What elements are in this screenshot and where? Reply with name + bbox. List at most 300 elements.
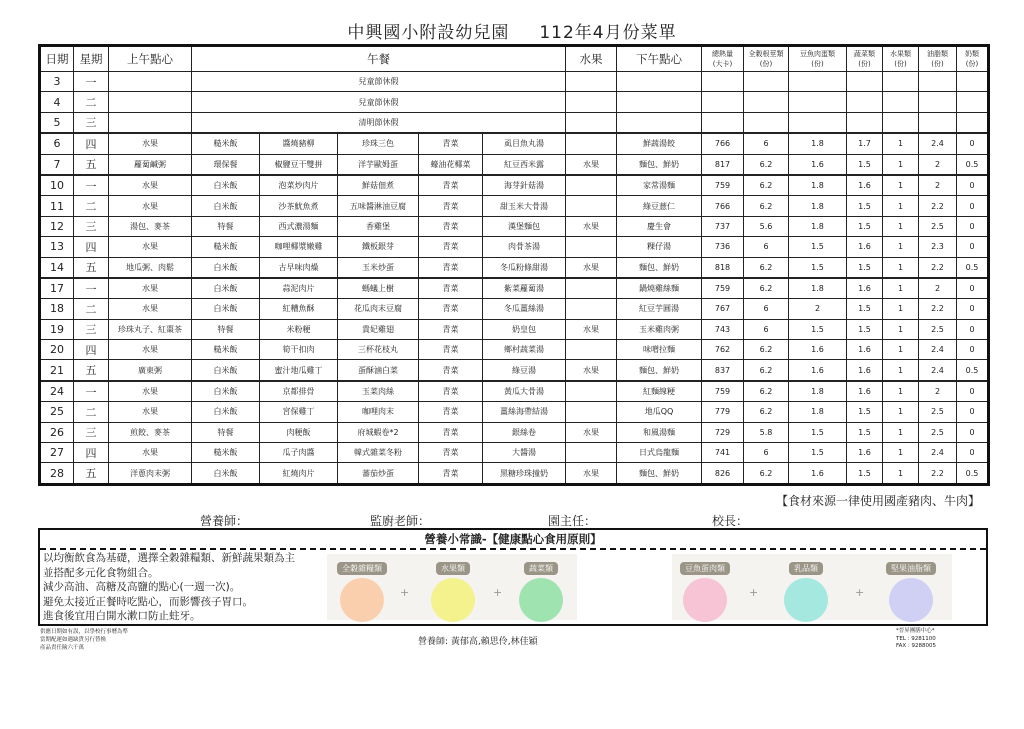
cell: 2 xyxy=(919,175,957,196)
cell: 759 xyxy=(702,175,744,196)
cell: 玉菜肉絲 xyxy=(338,381,419,402)
cell: 6 xyxy=(744,237,789,257)
food-group-protein: 豆魚蛋肉類 xyxy=(674,556,736,622)
cell: 香雞堡 xyxy=(338,216,419,236)
cell: 759 xyxy=(702,278,744,299)
cell: 青菜 xyxy=(419,278,483,299)
holiday-row xyxy=(40,72,989,92)
cell: 椒鹽豆干雙拼 xyxy=(260,154,338,175)
menu-row xyxy=(40,360,989,381)
cell: 二 xyxy=(74,402,109,422)
cell: 0 xyxy=(957,175,989,196)
footer-note: 當期配運如遇缺貨另行替換 xyxy=(40,637,107,643)
cell: 特餐 xyxy=(192,319,260,339)
cell: 一 xyxy=(74,72,109,92)
nuts-oils-illustration-icon xyxy=(889,578,933,622)
cell xyxy=(789,112,847,133)
menu-row xyxy=(40,443,989,463)
sign-principal: 校長： xyxy=(712,514,749,528)
nutrition-tips-box xyxy=(38,528,988,626)
nutrition-line: 以均衡飲食為基礎，選擇全穀雜糧類、新鮮蔬果類為主 xyxy=(43,552,295,564)
dairy-illustration-icon xyxy=(784,578,828,622)
cell: 6 xyxy=(744,443,789,463)
cell: 糙米飯 xyxy=(192,443,260,463)
cell: 1 xyxy=(883,319,919,339)
holiday-row xyxy=(40,92,989,112)
cell: 沙茶魷魚煮 xyxy=(260,196,338,216)
cell: 特餐 xyxy=(192,422,260,442)
cell: 2 xyxy=(919,154,957,175)
cell: 螞蟻上樹 xyxy=(338,278,419,299)
cell: 三 xyxy=(74,112,109,133)
cell: 6.2 xyxy=(744,340,789,360)
cell: 綠豆湯 xyxy=(483,360,566,381)
cell: 1 xyxy=(883,402,919,422)
cell: 759 xyxy=(702,381,744,402)
food-group-fruit: 水果類 xyxy=(422,556,484,622)
cell: 837 xyxy=(702,360,744,381)
cell: 1.5 xyxy=(847,257,883,278)
cell: 1 xyxy=(883,196,919,216)
cell: 11 xyxy=(40,196,74,216)
cell: 二 xyxy=(74,196,109,216)
food-group-dairy: 乳品類 xyxy=(775,556,837,622)
cell: 青菜 xyxy=(419,463,483,484)
cell: 青菜 xyxy=(419,340,483,360)
cell: 水果 xyxy=(109,196,192,216)
cell: 瓜子肉醬 xyxy=(260,443,338,463)
cell: 1.5 xyxy=(789,422,847,442)
cell xyxy=(566,443,617,463)
cell: 0.5 xyxy=(957,257,989,278)
cell: 0 xyxy=(957,340,989,360)
cell: 鐵板銀芽 xyxy=(338,237,419,257)
cell: 1.6 xyxy=(847,381,883,402)
nutrition-line: 進食後宜用白開水漱口防止蛀牙。 xyxy=(43,610,201,622)
cell: 1 xyxy=(883,381,919,402)
menu-row xyxy=(40,463,989,484)
cell xyxy=(919,92,957,112)
cell: 肉粳飯 xyxy=(260,422,338,442)
menu-row xyxy=(40,402,989,422)
cell: 12 xyxy=(40,216,74,236)
cell xyxy=(566,340,617,360)
menu-row xyxy=(40,299,989,319)
cell: 京都排骨 xyxy=(260,381,338,402)
cell: 779 xyxy=(702,402,744,422)
cell: 2.4 xyxy=(919,133,957,154)
header-fruit-serving: 水果類 (份) xyxy=(883,46,919,72)
menu-row xyxy=(40,237,989,257)
header-date: 日期 xyxy=(40,46,74,72)
cell: 青菜 xyxy=(419,381,483,402)
cell: 5.8 xyxy=(744,422,789,442)
cell: 白米飯 xyxy=(192,402,260,422)
footer-notes xyxy=(40,628,128,652)
cell: 0 xyxy=(957,216,989,236)
cell: 米粉粳 xyxy=(260,319,338,339)
cell: 5.6 xyxy=(744,216,789,236)
cell xyxy=(744,112,789,133)
cell: 白米飯 xyxy=(192,381,260,402)
cell xyxy=(109,72,192,92)
cell: 26 xyxy=(40,422,74,442)
cell: 2.4 xyxy=(919,443,957,463)
cell xyxy=(919,72,957,92)
cell: 2 xyxy=(919,278,957,299)
cell: 1.5 xyxy=(847,196,883,216)
cell: 二 xyxy=(74,299,109,319)
cell: 環保餐 xyxy=(192,154,260,175)
food-group-nuts-oils: 堅果油脂類 xyxy=(880,556,942,622)
cell: 6.2 xyxy=(744,175,789,196)
cell: 玉米雞肉粥 xyxy=(617,319,702,339)
cell xyxy=(617,92,702,112)
cell: 四 xyxy=(74,443,109,463)
footer-dietitians: 營養師: 黃郁高,賴思伶,林佳穎 xyxy=(418,637,538,647)
protein-illustration-icon xyxy=(683,578,727,622)
cell: 6 xyxy=(744,319,789,339)
menu-row xyxy=(40,257,989,278)
cell: 味噌拉麵 xyxy=(617,340,702,360)
cell xyxy=(566,92,617,112)
food-group-grains: 全穀雜糧類 xyxy=(331,556,393,622)
cell: 麵包、鮮奶 xyxy=(617,463,702,484)
cell: 五味醬淋油豆腐 xyxy=(338,196,419,216)
cell: 6.2 xyxy=(744,381,789,402)
cell: 1.5 xyxy=(789,237,847,257)
cell: 銀絲卷 xyxy=(483,422,566,442)
cell: 1 xyxy=(883,237,919,257)
plus-sign: + xyxy=(749,586,759,599)
cell: 紅豆芋圓湯 xyxy=(617,299,702,319)
cell xyxy=(883,112,919,133)
cell: 0 xyxy=(957,196,989,216)
cell: 0 xyxy=(957,381,989,402)
cell: 水果 xyxy=(566,463,617,484)
cell: 1 xyxy=(883,133,919,154)
cell: 古早味肉燥 xyxy=(260,257,338,278)
cell xyxy=(109,112,192,133)
cell: 五 xyxy=(74,154,109,175)
cell: 青菜 xyxy=(419,422,483,442)
cell: 蒜泥肉片 xyxy=(260,278,338,299)
cell: 1 xyxy=(883,299,919,319)
food-groups-panel-1 xyxy=(327,554,577,620)
cell: 2 xyxy=(919,381,957,402)
menu-period: 112年4月份菜單 xyxy=(539,23,677,43)
cell xyxy=(617,72,702,92)
footer-contact xyxy=(896,628,936,651)
plus-sign: + xyxy=(855,586,865,599)
nutrition-line: 並搭配多元化食物組合。 xyxy=(43,566,159,579)
menu-row xyxy=(40,154,989,175)
cell: 13 xyxy=(40,237,74,257)
cell: 20 xyxy=(40,340,74,360)
cell xyxy=(566,72,617,92)
cell: 0 xyxy=(957,319,989,339)
header-protein: 豆魚肉蛋類 (份) xyxy=(789,46,847,72)
menu-row xyxy=(40,340,989,360)
cell: 1.6 xyxy=(789,154,847,175)
cell xyxy=(847,72,883,92)
cell: 6.2 xyxy=(744,154,789,175)
cell: 1.8 xyxy=(789,133,847,154)
cell: 1.5 xyxy=(847,299,883,319)
cell: 27 xyxy=(40,443,74,463)
cell: 糙米飯 xyxy=(192,340,260,360)
cell: 17 xyxy=(40,278,74,299)
cell: 青菜 xyxy=(419,237,483,257)
sign-supervisor: 監廚老師： xyxy=(370,514,431,528)
cell: 6.2 xyxy=(744,257,789,278)
cell: 1.8 xyxy=(789,175,847,196)
cell: 宮保雞丁 xyxy=(260,402,338,422)
cell: 0.5 xyxy=(957,360,989,381)
food-groups-panel-2 xyxy=(672,554,952,620)
cell: 6.2 xyxy=(744,463,789,484)
cell: 三杯花枝丸 xyxy=(338,340,419,360)
header-pm-snack: 下午點心 xyxy=(617,46,702,72)
cell: 咖哩肉末 xyxy=(338,402,419,422)
cell: 1.5 xyxy=(847,154,883,175)
cell: 818 xyxy=(702,257,744,278)
cell: 6 xyxy=(40,133,74,154)
cell: 25 xyxy=(40,402,74,422)
cell: 767 xyxy=(702,299,744,319)
cell xyxy=(702,112,744,133)
cell: 海芽針菇湯 xyxy=(483,175,566,196)
cell: 麵包、鮮奶 xyxy=(617,360,702,381)
nutrition-lines xyxy=(43,551,295,624)
cell: 大醬湯 xyxy=(483,443,566,463)
cell: 醬燒豬柳 xyxy=(260,133,338,154)
food-group-vegetables: 蔬菜類 xyxy=(510,556,572,622)
cell xyxy=(617,112,702,133)
cell xyxy=(957,112,989,133)
cell: 766 xyxy=(702,196,744,216)
cell: 0 xyxy=(957,237,989,257)
cell: 麵包、鮮奶 xyxy=(617,154,702,175)
cell: 水果 xyxy=(109,443,192,463)
cell: 1.6 xyxy=(847,443,883,463)
cell: 0 xyxy=(957,278,989,299)
cell: 0 xyxy=(957,402,989,422)
cell: 鄉村蔬菜湯 xyxy=(483,340,566,360)
cell: 三 xyxy=(74,319,109,339)
cell: 廣東粥 xyxy=(109,360,192,381)
cell: 0 xyxy=(957,133,989,154)
cell: 1.5 xyxy=(847,216,883,236)
cell: 1.6 xyxy=(847,340,883,360)
cell: 水果 xyxy=(109,133,192,154)
cell: 0 xyxy=(957,299,989,319)
menu-row xyxy=(40,319,989,339)
cell: 泡菜炒肉片 xyxy=(260,175,338,196)
cell: 咖哩椰漿嫩雞 xyxy=(260,237,338,257)
cell: 紅麵線粳 xyxy=(617,381,702,402)
cell: 0.5 xyxy=(957,463,989,484)
cell xyxy=(566,237,617,257)
cell: 玉米炒蛋 xyxy=(338,257,419,278)
cell: 珍珠三色 xyxy=(338,133,419,154)
header-fat: 油脂類 (份) xyxy=(919,46,957,72)
cell: 1.8 xyxy=(789,402,847,422)
cell: 和風湯麵 xyxy=(617,422,702,442)
cell: 1 xyxy=(883,340,919,360)
cell: 紫菜蘿蔔湯 xyxy=(483,278,566,299)
cell xyxy=(847,112,883,133)
cell: 1 xyxy=(883,360,919,381)
cell: 湯包、麥茶 xyxy=(109,216,192,236)
cell: 1.8 xyxy=(789,196,847,216)
cell: 766 xyxy=(702,133,744,154)
cell: 奶皇包 xyxy=(483,319,566,339)
cell: 1.8 xyxy=(789,216,847,236)
cell: 一 xyxy=(74,381,109,402)
cell xyxy=(957,72,989,92)
cell: 817 xyxy=(702,154,744,175)
cell: 地瓜粥、肉鬆 xyxy=(109,257,192,278)
menu-row xyxy=(40,196,989,216)
cell: 韓式雜菜冬粉 xyxy=(338,443,419,463)
cell: 日式烏龍麵 xyxy=(617,443,702,463)
cell: 白米飯 xyxy=(192,257,260,278)
cell: 2.4 xyxy=(919,360,957,381)
cell: 826 xyxy=(702,463,744,484)
cell: 水果 xyxy=(566,257,617,278)
cell: 1 xyxy=(883,257,919,278)
cell: 蠔油花椰菜 xyxy=(419,154,483,175)
cell: 煎餃、麥茶 xyxy=(109,422,192,442)
cell: 花瓜肉末豆腐 xyxy=(338,299,419,319)
cell: 五 xyxy=(74,257,109,278)
header-weekday: 星期 xyxy=(74,46,109,72)
cell: 1.5 xyxy=(789,257,847,278)
cell: 1.5 xyxy=(847,402,883,422)
cell: 青菜 xyxy=(419,360,483,381)
cell: 762 xyxy=(702,340,744,360)
cell: 1.5 xyxy=(847,422,883,442)
cell: 2.2 xyxy=(919,463,957,484)
cell: 3 xyxy=(40,72,74,92)
cell: 21 xyxy=(40,360,74,381)
holiday-note: 清明節休假 xyxy=(192,112,566,133)
holiday-row xyxy=(40,112,989,133)
cell: 青菜 xyxy=(419,443,483,463)
cell: 粿仔湯 xyxy=(617,237,702,257)
cell: 7 xyxy=(40,154,74,175)
cell: 729 xyxy=(702,422,744,442)
cell: 麵包、鮮奶 xyxy=(617,257,702,278)
cell: 白米飯 xyxy=(192,463,260,484)
grains-illustration-icon xyxy=(340,578,384,622)
cell: 2.3 xyxy=(919,237,957,257)
cell xyxy=(566,112,617,133)
cell: 紅燒肉片 xyxy=(260,463,338,484)
cell: 甜玉米大骨湯 xyxy=(483,196,566,216)
cell: 白米飯 xyxy=(192,196,260,216)
cell: 2.5 xyxy=(919,319,957,339)
cell: 6 xyxy=(744,133,789,154)
cell: 糙米飯 xyxy=(192,237,260,257)
cell xyxy=(566,278,617,299)
cell: 青菜 xyxy=(419,319,483,339)
cell: 筍干扣肉 xyxy=(260,340,338,360)
cell: 6.2 xyxy=(744,196,789,216)
cell xyxy=(702,92,744,112)
cell: 1 xyxy=(883,216,919,236)
cell: 漢堡麵包 xyxy=(483,216,566,236)
cell: 水果 xyxy=(109,402,192,422)
cell: 白米飯 xyxy=(192,278,260,299)
cell: 蕃茄炒蛋 xyxy=(338,463,419,484)
cell: 薑絲海帶結湯 xyxy=(483,402,566,422)
cell: 四 xyxy=(74,340,109,360)
cell xyxy=(566,402,617,422)
cell: 741 xyxy=(702,443,744,463)
cell xyxy=(702,72,744,92)
cell: 五 xyxy=(74,360,109,381)
cell: 1.6 xyxy=(847,360,883,381)
cell: 1.5 xyxy=(789,443,847,463)
plus-sign: + xyxy=(493,586,503,599)
cell: 1.8 xyxy=(789,278,847,299)
cell: 青菜 xyxy=(419,299,483,319)
cell xyxy=(883,92,919,112)
cell: 紅糟魚酥 xyxy=(260,299,338,319)
cell: 1 xyxy=(883,175,919,196)
cell: 1.5 xyxy=(847,319,883,339)
cell: 19 xyxy=(40,319,74,339)
cell: 四 xyxy=(74,133,109,154)
cell: 四 xyxy=(74,237,109,257)
cell: 白米飯 xyxy=(192,360,260,381)
cell: 4 xyxy=(40,92,74,112)
cell: 水果 xyxy=(566,154,617,175)
page-title xyxy=(0,18,1024,43)
cell: 黑糖珍珠撞奶 xyxy=(483,463,566,484)
sign-dietitian: 營養師： xyxy=(200,514,249,528)
footer-note: 供應日期如有誤，以學校行事曆為準 xyxy=(40,629,129,635)
cell: 1.6 xyxy=(847,175,883,196)
sign-director: 園主任： xyxy=(548,514,597,528)
menu-row xyxy=(40,278,989,299)
cell: 蜜汁地瓜雞丁 xyxy=(260,360,338,381)
cell: 1 xyxy=(883,154,919,175)
menu-row xyxy=(40,381,989,402)
header-kcal: 總熱量 (大卡) xyxy=(702,46,744,72)
cell: 1 xyxy=(883,278,919,299)
cell: 1 xyxy=(883,422,919,442)
cell: 5 xyxy=(40,112,74,133)
cell: 6.2 xyxy=(744,402,789,422)
cell: 青菜 xyxy=(419,175,483,196)
cell: 6.2 xyxy=(744,278,789,299)
cell: 三 xyxy=(74,216,109,236)
cell: 1.6 xyxy=(789,463,847,484)
cell: 綠豆薏仁 xyxy=(617,196,702,216)
cell xyxy=(566,381,617,402)
cell: 1.6 xyxy=(789,360,847,381)
cell: 1 xyxy=(883,443,919,463)
cell: 14 xyxy=(40,257,74,278)
cell: 冬瓜粉條甜湯 xyxy=(483,257,566,278)
cell: 特餐 xyxy=(192,216,260,236)
nutrition-line: 避免太接近正餐時吃點心，而影響孩子胃口。 xyxy=(43,595,253,608)
cell: 一 xyxy=(74,175,109,196)
cell: 1.6 xyxy=(789,340,847,360)
